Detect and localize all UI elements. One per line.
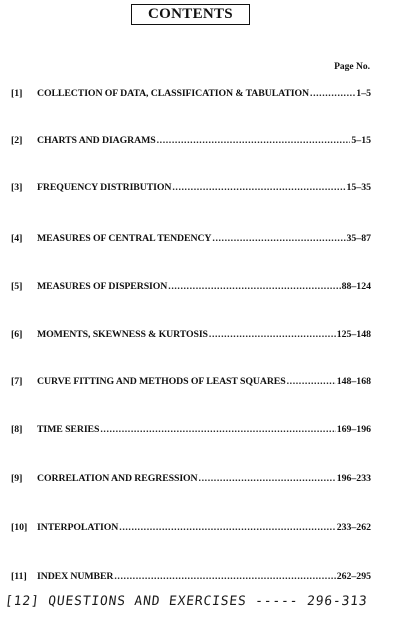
dot-leader [172,182,345,193]
entry-title: CORRELATION AND REGRESSION [37,473,198,484]
entry-number: [2] [11,135,23,146]
dot-leader [168,281,340,292]
entry-page-range: 1–5 [356,88,371,99]
entry-page-range: 88–124 [341,281,371,292]
dot-leader [100,424,335,435]
toc-entry-5 [11,281,371,295]
dot-leader [212,233,345,244]
entry-number: [3] [11,182,23,193]
page-number-column-header: Page No. [334,62,370,72]
entry-title: MOMENTS, SKEWNESS & KURTOSIS [37,329,208,340]
entry-page-range: 262–295 [336,571,371,582]
entry-title: FREQUENCY DISTRIBUTION [37,182,172,193]
entry-page-range: 35–87 [346,233,371,244]
entry-title: MEASURES OF DISPERSION [37,281,168,292]
toc-entry-11 [11,571,371,585]
toc-entry-4 [11,233,371,247]
dot-leader [114,571,335,582]
dot-leader [209,329,336,340]
toc-entry-2 [11,135,371,149]
entry-number: [4] [11,233,23,244]
entry-title: CHARTS AND DIAGRAMS [37,135,156,146]
dot-leader [199,473,336,484]
entry-page-range: 148–168 [336,376,371,387]
handwritten-entry-12: [12] QUESTIONS AND EXERCISES ----- 296-313 [4,594,369,609]
dot-leader [157,135,351,146]
toc-entry-1 [11,88,371,102]
entry-number: [7] [11,376,23,387]
entry-title: MEASURES OF CENTRAL TENDENCY [37,233,212,244]
entry-number: [6] [11,329,23,340]
entry-title: INDEX NUMBER [37,571,114,582]
entry-number: [10] [11,522,28,533]
entry-number: [11] [11,571,27,582]
toc-entry-9 [11,473,371,487]
entry-page-range: 196–233 [336,473,371,484]
toc-entry-8 [11,424,371,438]
entry-page-range: 233–262 [336,522,371,533]
toc-entry-10 [11,522,371,536]
entry-title: COLLECTION OF DATA, CLASSIFICATION & TABULATION [37,88,310,99]
entry-title: INTERPOLATION [37,522,119,533]
entry-number: [8] [11,424,23,435]
page-title: CONTENTS [131,4,250,25]
entry-title: CURVE FITTING AND METHODS OF LEAST SQUARES [37,376,286,387]
entry-number: [5] [11,281,23,292]
toc-entry-3 [11,182,371,196]
entry-number: [9] [11,473,23,484]
dot-leader [287,376,336,387]
entry-title: TIME SERIES [37,424,100,435]
entry-page-range: 169–196 [336,424,371,435]
entry-page-range: 125–148 [336,329,371,340]
entry-number: [1] [11,88,23,99]
dot-leader [310,88,355,99]
dot-leader [119,522,335,533]
entry-page-range: 15–35 [346,182,371,193]
toc-entry-7 [11,376,371,390]
entry-page-range: 5–15 [351,135,371,146]
toc-entry-6 [11,329,371,343]
